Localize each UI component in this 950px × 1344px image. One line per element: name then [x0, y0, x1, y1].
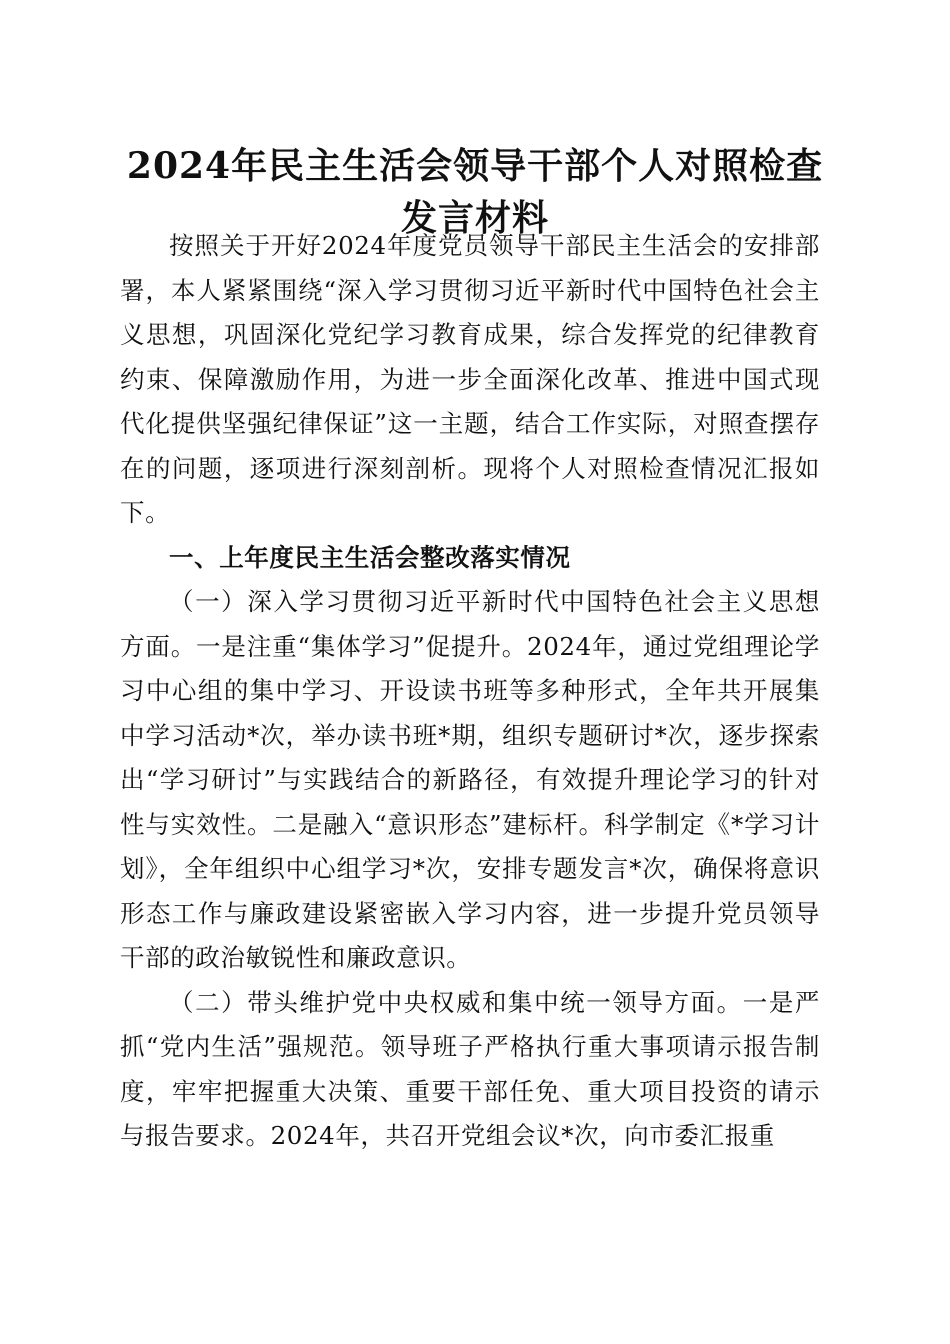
section-paragraph-2: （二）带头维护党中央权威和集中统一领导方面。一是严抓“党内生活”强规范。领导班子严格执行重大事项请示报告制度，牢牢把握重大决策、重要干部任免、重大项目投资的请示与报告要求。2024年，共召开党组会议*次，向市委汇报重	[120, 987, 820, 1150]
intro-paragraph: 按照关于开好2024年度党员领导干部民主生活会的安排部署，本人紧紧围绕“深入学习贯彻习近平新时代中国特色社会主义思想，巩固深化党纪学习教育成果，综合发挥党的纪律教育约束、保障激励作用，为进一步全面深化改革、推进中国式现代化提供坚强纪律保证”这一主题，结合工作实际，对照查摆存在的问题，逐项进行深刻剖析。现将个人对照检查情况汇报如下。	[120, 231, 820, 527]
document-body	[120, 224, 820, 1159]
section-heading-1: 一、上年度民主生活会整改落实情况	[169, 542, 571, 572]
section-paragraph-1: （一）深入学习贯彻习近平新时代中国特色社会主义思想方面。一是注重“集体学习”促提升。2024年，通过党组理论学习中心组的集中学习、开设读书班等多种形式，全年共开展集中学习活动*次，举办读书班*期，组织专题研讨*次，逐步探索出“学习研讨”与实践结合的新路径，有效提升理论学习的针对性与实效性。二是融入“意识形态”建标杆。科学制定《*学习计划》，全年组织中心组学习*次，安排专题发言*次，确保将意识形态工作与廉政建设紧密嵌入学习内容，进一步提升党员领导干部的政治敏锐性和廉政意识。	[120, 587, 820, 972]
document-title: 2024年民主生活会领导干部个人对照检查发言材料	[126, 145, 824, 239]
